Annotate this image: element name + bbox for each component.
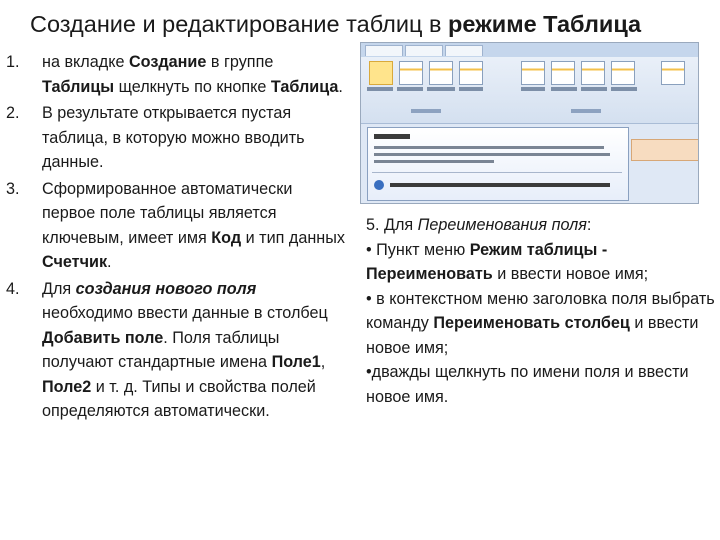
rename-instructions [366,213,716,409]
step-number: 1. [6,53,20,71]
text-run: в группе [206,53,274,71]
text-run: • в контекстном меню заголовка поля выбрать команду [366,289,715,332]
ribbon-label [581,87,607,91]
bold-text: Таблица [270,77,339,96]
table-design-icon [459,61,483,85]
ribbon-label [459,87,483,91]
text-run: и т. д. Типы и свойства полей определяются автоматически. [42,377,316,420]
ribbon-label [611,87,637,91]
multiple-items-icon [581,61,605,85]
ribbon-tab [365,45,403,56]
ribbon [361,43,698,124]
text-run: и ввести новое имя; [492,265,649,283]
text-run: Сформированное автоматически первое поле таблицы является ключевым, имеет имя [42,179,293,247]
table-button-icon [369,61,393,85]
slide-title-bold: режиме Таблица [447,11,642,37]
text-run: щелкнуть по кнопке [114,77,271,96]
text-run: 5. Для [366,216,418,234]
split-form-icon [551,61,575,85]
step-number: 4. [6,279,20,298]
text-run: , [320,353,326,371]
text-run: •дважды щелкнуть по имени поля и ввести новое имя. [366,363,689,406]
tooltip-line [374,153,610,156]
step-item [6,101,346,175]
bold-text: создания нового поля [75,279,257,298]
sharepoint-list-icon [429,61,453,85]
text-run: В результате открывается пустая таблица, в которую можно вводить данные. [42,104,305,171]
table-template-icon [399,61,423,85]
text-run: : [586,216,592,234]
text-run: на вкладке [42,53,129,71]
ribbon-tabs [361,43,698,57]
tooltip [367,127,629,201]
tooltip-heading [374,134,410,139]
more-forms-icon [661,61,685,85]
step-item [6,50,346,99]
bold-text: Добавить поле [42,328,164,347]
ribbon-label [521,87,545,91]
step-item [6,177,346,275]
rename-paragraph [366,287,716,361]
ribbon-label [397,87,423,91]
step-item [6,277,346,424]
slide-title-prefix: Создание и редактирование таблиц в [30,11,448,37]
text-run: и тип данных [241,228,345,247]
bold-text: Поле2 [42,377,92,396]
access-ribbon-screenshot [360,42,699,204]
pivot-chart-icon [611,61,635,85]
bold-text: Режим таблицы - Переименовать [366,240,608,283]
rename-paragraph [366,238,716,287]
text-run: необходимо ввести данные в столбец [42,304,328,322]
ribbon-label [427,87,455,91]
ribbon-tab [445,45,483,56]
text-run: . Поля таблицы получают стандартные имена [42,328,280,371]
italic-text: Переименования поля [417,216,587,234]
text-run: . [338,77,343,96]
bold-text: Счетчик [42,253,108,271]
bold-text: Код [211,228,242,247]
ribbon-label [551,87,577,91]
form-icon [521,61,545,85]
steps-list [6,50,346,424]
tooltip-help-line [390,183,610,187]
tooltip-line [374,160,494,163]
ribbon-group-label [571,109,601,113]
table-preview [631,139,699,161]
step-number: 3. [6,179,20,198]
bold-text: Переименовать столбец [433,314,630,332]
ribbon-label [367,87,393,91]
rename-paragraph [366,360,716,409]
ribbon-tab [405,45,443,56]
bold-text: Поле1 [271,353,321,371]
bold-text: Таблицы [42,77,115,96]
tooltip-separator [372,172,622,173]
text-run: Для [42,279,76,298]
rename-paragraph [366,213,716,238]
text-run: • Пункт меню [366,240,470,259]
ribbon-group-label [411,109,441,113]
tooltip-line [374,146,604,149]
text-run: . [107,253,112,271]
help-icon [374,180,384,190]
text-run: и ввести новое имя; [366,314,699,357]
step-number: 2. [6,104,20,122]
bold-text: Создание [128,53,207,71]
slide-title [30,8,710,40]
